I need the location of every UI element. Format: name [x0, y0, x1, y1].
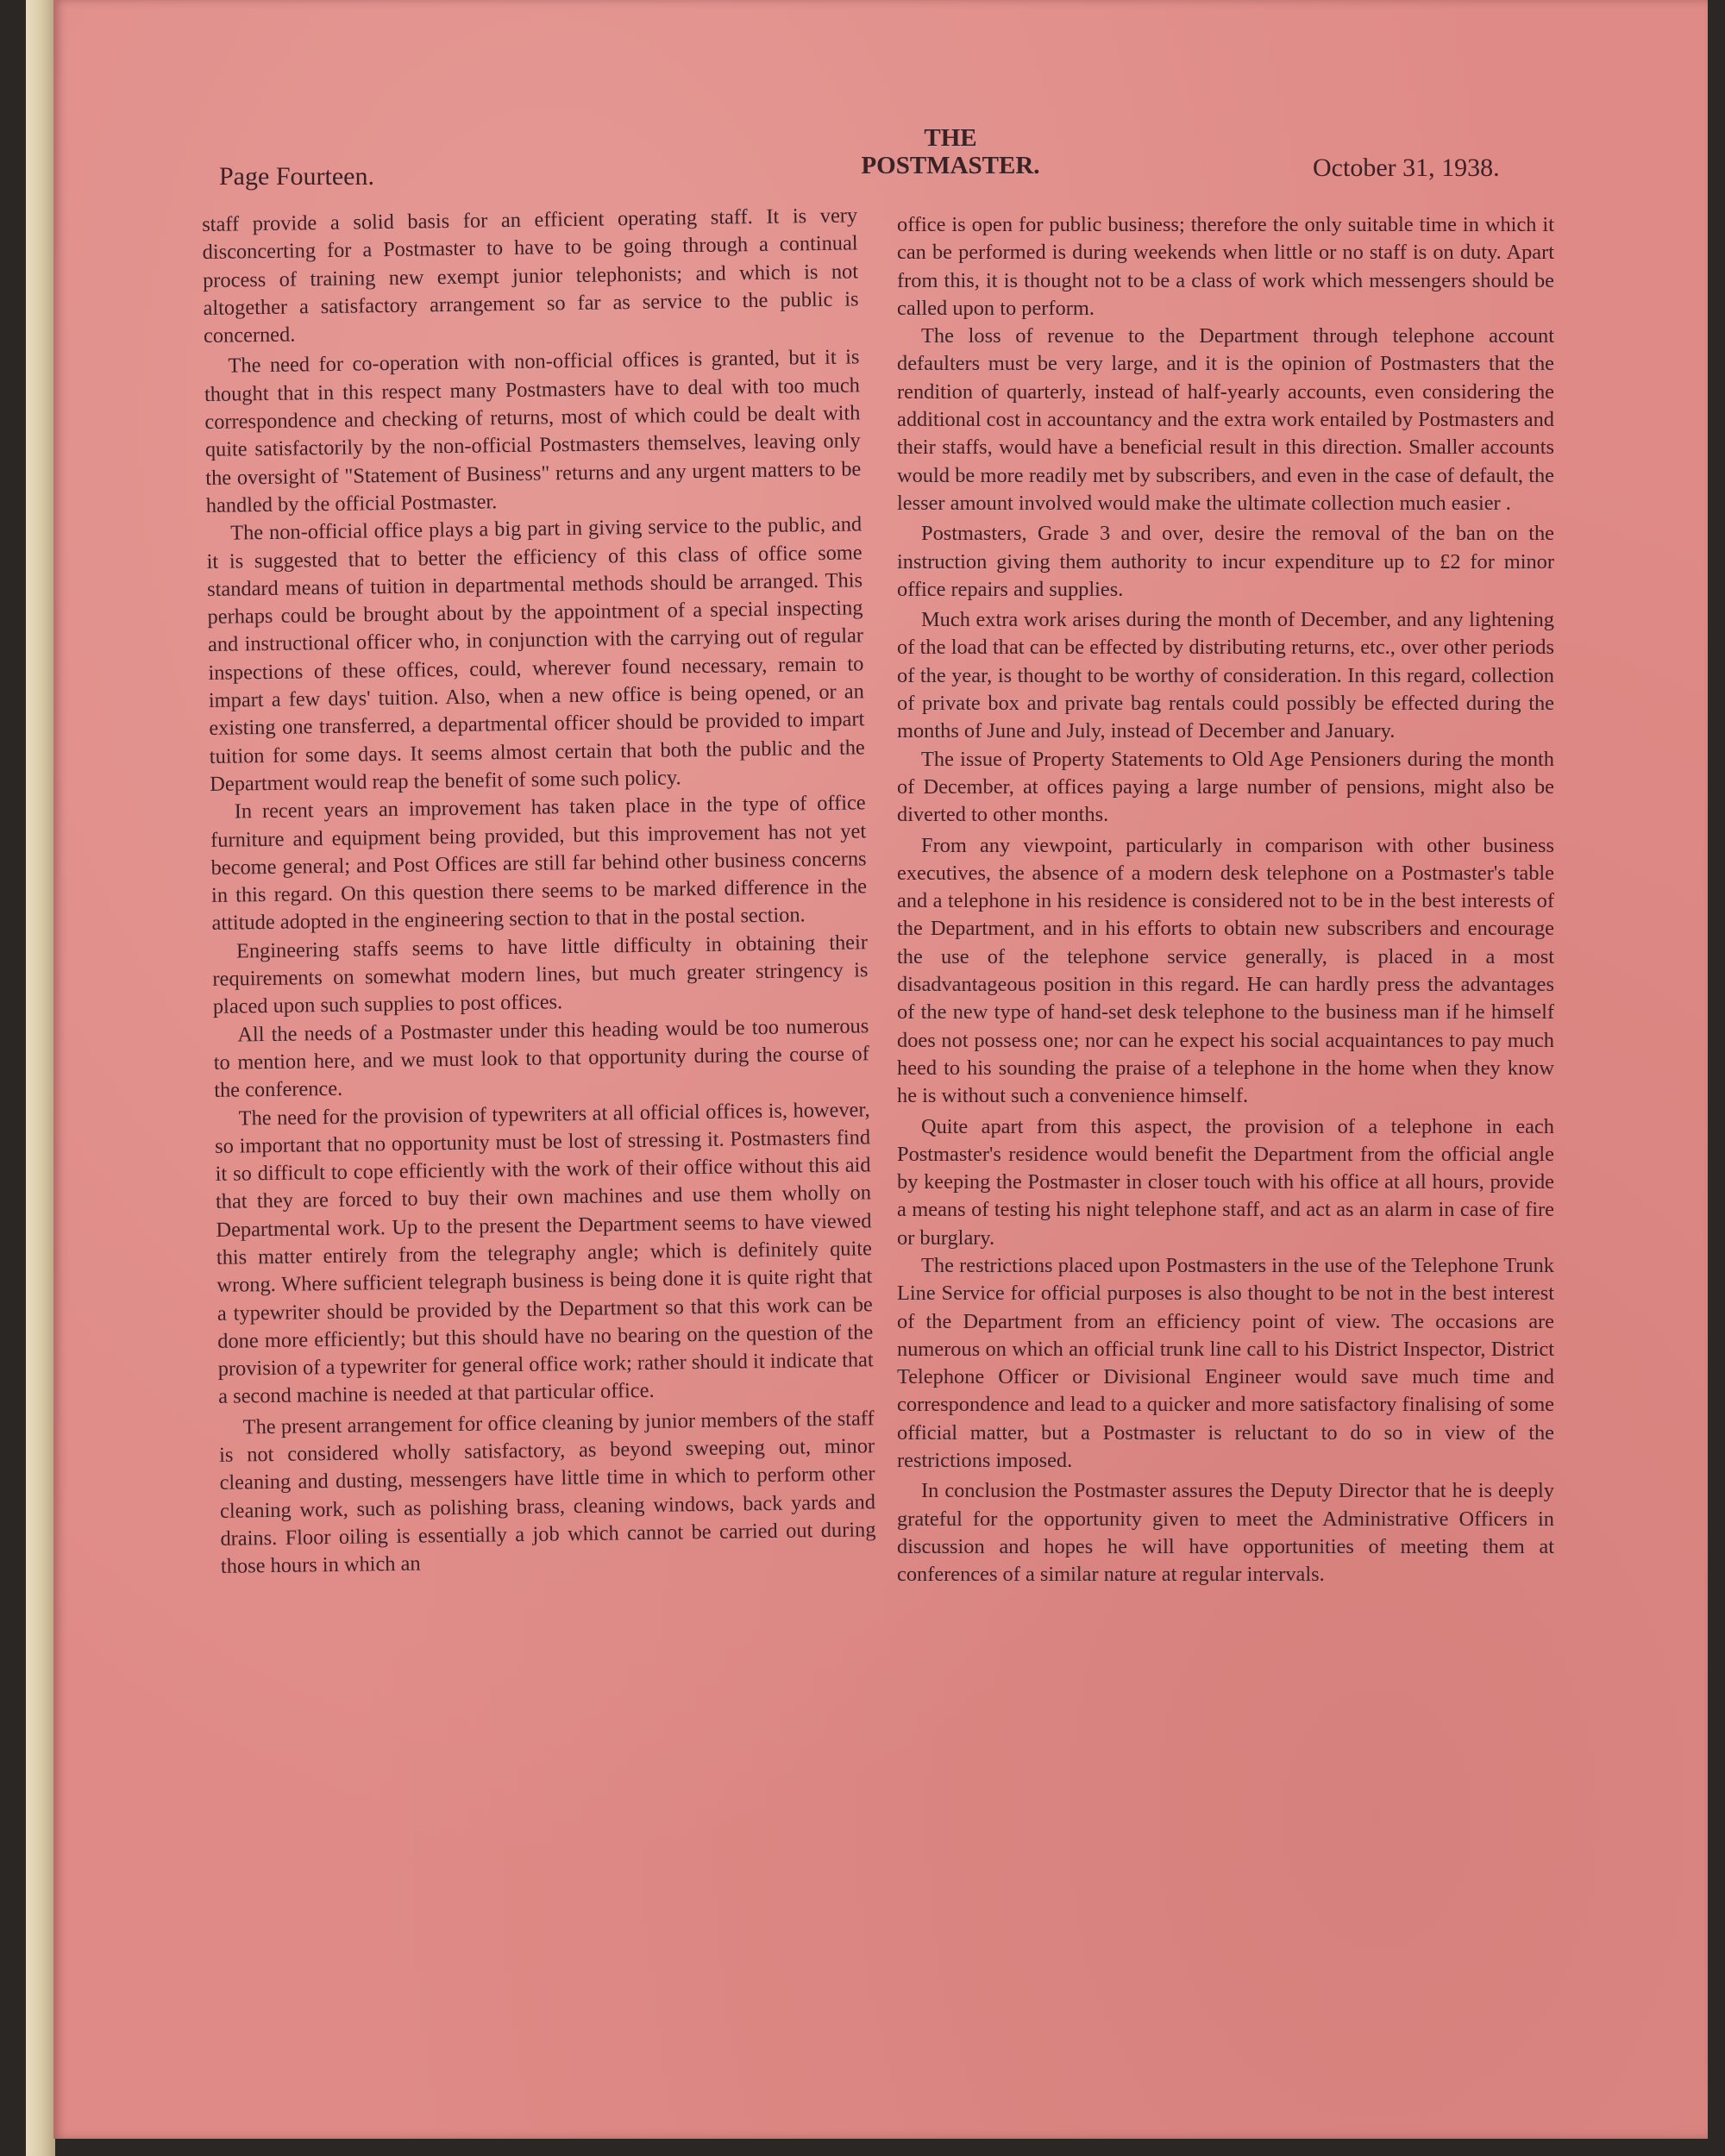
paragraph: staff provide a solid basis for an efficient operating staff. It is very disconcerting for a Postmaster to have to be going through a continual process of training new exempt junior telephonists; and which is not altogether a satisfactory arrangement so far as service to the public is concerned.: [202, 204, 859, 348]
paragraph: The need for the provision of typewriters at all official offices is, however, so important that no opportunity must be lost of stressing it. Postmasters find it so difficult to cope efficiently with the work of their office without this aid that they are forced to buy their own machines and use them wholly on Departmental work. Up to the present the Department seems to have viewed this matter entirely from the telegraphy angle; which is definitely quite wrong. Where sufficient telegraph business is being done it is quite right that a typewriter should be provided by the Department so that this work can be done more efficiently; but this should have no bearing on the question of the provision of a typewriter for general office work; rather should it indicate that a second machine is needed at that particular office.: [214, 1097, 874, 1409]
masthead: [743, 124, 1157, 179]
paragraph: The present arrangement for office cleaning by junior members of the staff is not considered wholly satisfactory, as beyond sweeping out, minor cleaning and dusting, messengers have little time in which to perform other cleaning work, such as polishing brass, cleaning windows, back yards and drains. Floor oiling is essentially a job which cannot be carried out during those hours in which an: [218, 1407, 876, 1579]
paragraph: The need for co-operation with non-official offices is granted, but it is thought that in this respect many Postmasters have to deal with too much correspondence and checking of returns, most of which could be dealt with quite satisfactorily by the non-official Postmasters themselves, leaving only the oversight of "Statement of Business" returns and any urgent matters to be handled by the official Postmaster.: [204, 345, 862, 517]
page-header: [53, 121, 1708, 190]
paragraph: Postmasters, Grade 3 and over, desire the removal of the ban on the instruction giving them authority to incur expenditure up to £2 for minor office repairs and supplies.: [897, 522, 1554, 601]
paragraph: Engineering staffs seems to have little difficulty in obtaining their requirements on somewhat modern lines, but much greater stringency is placed upon such supplies to post offices.: [212, 931, 869, 1019]
masthead-line-1: THE: [924, 124, 977, 152]
paragraph: Much extra work arises during the month of December, and any lightening of the load that can be effected by distributing returns, etc., over other periods of the year, is thought to be worthy of consideration. In this regard, collection of private box and private bag rentals could possibly be effected during the months of June and July, instead of December and January.: [897, 608, 1554, 743]
masthead-line-2: POSTMASTER.: [861, 152, 1040, 179]
binding-edge: [26, 0, 55, 2156]
paragraph: The loss of revenue to the Department through telephone account defaulters must be very large, and it is the opinion of Postmasters that the rendition of quarterly, instead of half-yearly accounts, even considering the additional cost in accountancy and the extra work entailed by Postmasters and their staffs, would have a beneficial result in this direction. Smaller accounts would be more readily met by subscribers, and even in the case of default, the lesser amount involved would make the ultimate collection much easier .: [897, 324, 1554, 515]
page-number: Page Fourteen.: [219, 162, 374, 191]
document-page: [53, 0, 1708, 2139]
paragraph: The non-official office plays a big part in giving service to the public, and it is suggested that to better the efficiency of this class of office some standard means of tuition in departmental methods should be arranged. This perhaps could be brought about by the appointment of a special inspecting and instructional officer who, in conjunction with the carrying out of regular inspections of these offices, could, wherever found necessary, remain to impart a few days' tuition. Also, when a new office is being opened, or an existing one transferred, a departmental officer should be provided to impart tuition for some days. It seems almost certain that both the public and the Department would reap the benefit of some such policy.: [206, 512, 865, 796]
paragraph: The issue of Property Statements to Old Age Pensioners during the month of December, at offices paying a large number of pensions, might also be diverted to other months.: [897, 747, 1554, 827]
issue-date: October 31, 1938.: [1313, 154, 1500, 182]
paragraph: Quite apart from this aspect, the provision of a telephone in each Postmaster's residence would benefit the Department from the official angle by keeping the Postmaster in closer touch with his office at all hours, provide a means of testing his night telephone staff, and act as an alarm in case of fire or burglary.: [897, 1114, 1554, 1250]
paragraph: In conclusion the Postmaster assures the Deputy Director that he is deeply grateful for the opportunity given to meet the Administrative Officers in discussion and hopes he will have opportunities of meeting them at conferences of a similar nature at regular intervals.: [897, 1479, 1554, 1587]
left-column: [202, 202, 876, 1581]
paragraph: office is open for public business; therefore the only suitable time in which it can be performed is during weekends when little or no staff is on duty. Apart from this, it is thought not to be a class of work which messengers should be called upon to perform.: [897, 213, 1554, 320]
paragraph: All the needs of a Postmaster under this heading would be too numerous to mention here, and we must look to that opportunity during the course of the conference.: [213, 1013, 869, 1103]
paragraph: From any viewpoint, particularly in comparison with other business executives, the absence of a modern desk telephone on a Postmaster's table and a telephone in his residence is considered not to be in the best interests of the Department, and in his efforts to obtain new subscribers and encourage the use of the telephone service generally, is placed in a most disadvantageous position in this regard. He can hardly press the advantages of the new type of hand-set desk telephone to the business man if he himself does not possess one; nor can he expect his social acquaintances to pay much heed to his sounding the praise of a telephone in the home when they know he is without such a convenience himself.: [897, 833, 1554, 1108]
paragraph: In recent years an improvement has taken place in the type of office furniture and equipment being provided, but this improvement has not yet become general; and Post Offices are still far behind other business concerns in this regard. On this question there seems to be marked difference in the attitude adopted in the engineering section to that in the postal section.: [210, 791, 868, 936]
right-column: [897, 211, 1554, 1589]
paragraph: The restrictions placed upon Postmasters in the use of the Telephone Trunk Line Service for official purposes is also thought to be not in the best interest of the Department from an efficiency point of view. The occasions are numerous on which an official trunk line call to his District Inspector, District Telephone Officer or Divisional Engineer would save much time and correspondence and lead to a quicker and more satisfactory finalising of some official matter, but a Postmaster is reluctant to do so in view of the restrictions imposed.: [897, 1253, 1554, 1473]
